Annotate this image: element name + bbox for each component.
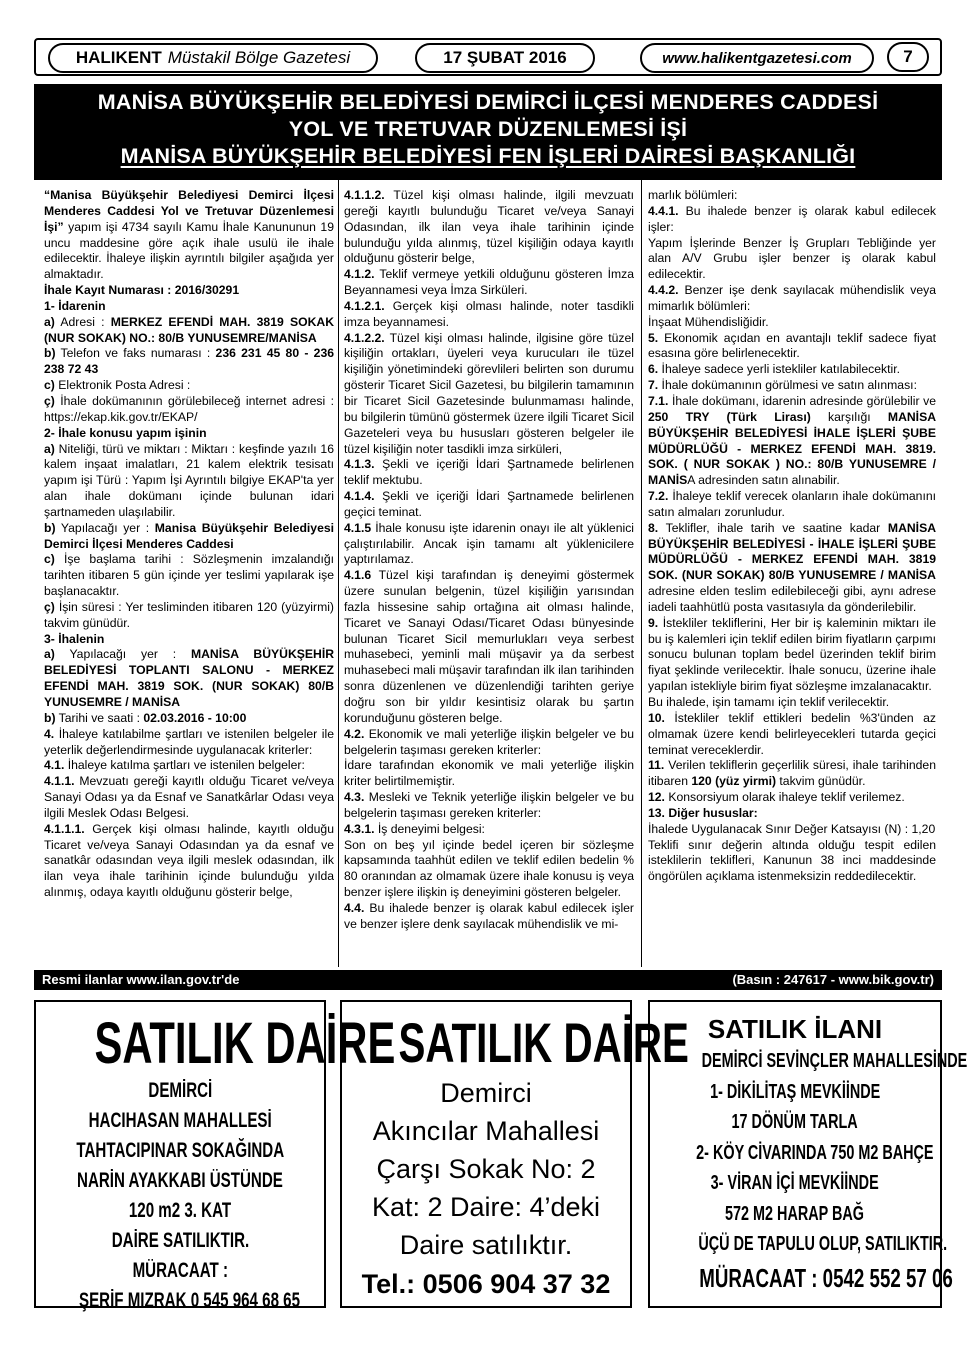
bold-text: 4.1.3. [344, 457, 375, 472]
paragraph [344, 822, 634, 838]
paragraph [344, 299, 634, 331]
ad-text: Daire satılıktır. [399, 1230, 573, 1260]
bold-text: 4.1.5 [344, 520, 372, 535]
paragraph [44, 442, 334, 521]
ad-text: ÜÇÜ DE TAPULU OLUP, SATILIKTIR. [698, 1233, 948, 1255]
bold-text: 4.4.1. [648, 203, 679, 218]
body-text: Elektronik Posta Adresi : [54, 378, 191, 393]
column-2 [344, 180, 634, 967]
bold-text: b) [44, 346, 56, 361]
paper-name: HALIKENT [75, 48, 162, 67]
footer-left-note: Resmi ilanlar www.ilan.gov.tr'de [42, 972, 240, 987]
body-text: İhale dokümanı, idarenin adresinde görülebilir ve [668, 393, 936, 408]
body-text: Tüzel kişi tarafından iş deneyimi göstermek üzere sunulan belgenin, tüzel kişiliğin yarısından fazla hissesine sahip ortağına ait olması halinde, Ticaret ve Sanayi Odası/Ticaret Odası bünyesinde bulunan Ticaret Sicil memurlukları veya serbest muhasebeci, yeminli mali müşavir ya da serbest muhasebeci mali müşavir tarafından ilk ilan tarihinden sonra düzenlenen ve düzenlendiği tarihten geriye doğru son bir yıldır kesintisiz olarak bu şartın korunduğunu gösteren belge. [344, 568, 634, 725]
bold-text: a) [44, 647, 55, 662]
ad-satilik-daire-2 [340, 1000, 689, 1308]
body-text: Benzer işe denk sayılacak mühendislik veya mimarlık bölümleri: [648, 283, 936, 313]
title-line-1: MANİSA BÜYÜKŞEHİR BELEDİYESİ DEMİRCİ İLÇESİ MENDERES CADDESİ [97, 90, 879, 114]
body-text: marlık bölümleri: [648, 188, 738, 202]
body-text: İhaleye katılma şartları ve istenilen belgeler: [64, 758, 305, 773]
ad-text: DEMİRCİ [148, 1079, 212, 1102]
paragraph [344, 838, 634, 901]
bold-text: 4.2. [344, 726, 365, 741]
ad-line [36, 1286, 324, 1316]
paragraph [648, 695, 936, 711]
ad-line [36, 1196, 324, 1226]
bold-text: 250 TRY (Türk Lirası) [648, 409, 811, 424]
body-text: Tarihi ve saati : [55, 710, 144, 725]
body-text: İhaleye teklif verecek olanların ihale dokümanını satın almaları zorunludur. [648, 489, 936, 519]
body-text: İşin süresi : Yer tesliminden itibaren 120 (yüzyirmi) takvim günüdür. [44, 599, 334, 630]
bold-text: MERKEZ EFENDİ MAH. 3819 SOKAK (NUR SOKAK) NO.: 80/B YUNUSEMRE/MANİSA [44, 314, 334, 345]
paragraph [648, 616, 936, 695]
title-line-2: YOL VE TRETUVAR DÜZENLEMESİ İŞİ [288, 117, 688, 141]
body-text: Mevzuatı gereği kayıtlı olduğu Ticaret ve/veya Sanayi Odası ya da Esnaf ve Sanatkârlar Odası veya ilgili Meslek Odası Belgesi. [44, 774, 334, 820]
body-text: Bu ihalede, işin tamamı için teklif verilecektir. [648, 695, 890, 709]
ad-line [36, 1076, 324, 1106]
paragraph [648, 188, 936, 204]
ad-text: DEMİRCİ SEVİNÇLER MAHALLESİNDE [701, 1050, 968, 1072]
ad-headline [342, 1011, 689, 1074]
ad-text: 2- KÖY CİVARINDA 750 M2 BAHÇE [696, 1141, 934, 1164]
body-text: İhalede Uygulanacak Sınır Değer Katsayısı (N) : 1,20 [648, 821, 936, 836]
ad-line [650, 1046, 968, 1077]
ad-headline [36, 1011, 396, 1076]
issue-date: 17 ŞUBAT 2016 [415, 43, 595, 73]
bold-text: 4.1.4. [344, 489, 375, 504]
paragraph [344, 758, 634, 790]
body-text: Yapılacağı yer : [55, 520, 155, 535]
paragraph [44, 632, 334, 648]
ad-text: 572 M2 HARAP BAĞ [725, 1202, 865, 1225]
ad-satilik-ilani [648, 1000, 968, 1308]
ad-text: Akıncılar Mahallesi [372, 1116, 600, 1146]
paragraph [648, 711, 936, 759]
ad-line [36, 1106, 324, 1136]
bold-text: 4.4. [344, 900, 365, 915]
bold-text: 4.1.6 [344, 568, 372, 583]
ad-line [650, 1168, 940, 1199]
paragraph [648, 331, 936, 363]
paragraph [44, 600, 334, 632]
ad-line [650, 1229, 948, 1260]
bold-text: 4.3.1. [344, 821, 375, 836]
ad-line [342, 1112, 630, 1150]
bold-text: 5. [648, 330, 659, 345]
bold-text: 8. [648, 520, 659, 535]
bold-text: MANİSA BÜYÜKŞEHİR BELEDİYESİ - İHALE İŞLERİ ŞUBE MÜDÜRLÜĞÜ - MERKEZ EFENDİ MAH. 3819 SOK. (NUR SOKAK) 80/B YUNUSEMRE / MANİSA [648, 520, 936, 583]
paragraph [44, 774, 334, 822]
body-text: Teklif vermeye yetkili olduğunu gösteren İmza Beyannamesi veya İmza Sirküleri. [344, 267, 634, 298]
bold-text: İhale Kayıt Numarası : 2016/30291 [44, 283, 240, 298]
body-text: İhale dokümanının görülmesi ve satın alınması: [658, 378, 917, 393]
website-link[interactable]: www.halikentgazetesi.com [640, 43, 874, 73]
ad-text: SATILIK DAİRE [94, 1011, 396, 1076]
paragraph [44, 299, 334, 315]
body-text: Teklifler, ihale tarih ve saatine kadar [658, 520, 888, 535]
announcement-title [34, 84, 942, 180]
bold-text: 4.1.2.2. [344, 330, 385, 345]
paragraph [648, 806, 936, 822]
ad-text: SATILIK DAİRE [398, 1011, 689, 1074]
paragraph [344, 727, 634, 759]
bold-text: 7.1. [648, 393, 669, 408]
ad-text: MÜRACAAT : 0542 552 57 06 [699, 1262, 953, 1293]
ad-text: Çarşı Sokak No: 2 [376, 1154, 596, 1184]
ad-satilik-daire-1 [34, 1000, 396, 1312]
ad-text: MÜRACAAT : [132, 1259, 228, 1282]
paper-name-pill [48, 43, 378, 73]
paragraph [344, 790, 634, 822]
paragraph [344, 457, 634, 489]
paragraph [648, 362, 936, 378]
body-text: Gerçek kişi olması halinde, noter tasdikli imza beyannamesi. [344, 298, 634, 329]
title-line-3: MANİSA BÜYÜKŞEHİR BELEDİYESİ FEN İŞLERİ DAİRESİ BAŞKANLIĞI [120, 144, 856, 168]
paragraph [648, 315, 936, 331]
body-text: Yapım İşlerinde Benzer İş Grupları Tebliğinde yer alan A/V Grubu işler benzer iş olarak kabul edilecektir. [648, 235, 936, 282]
ad-text: Kat: 2 Daire: 4’deki [371, 1192, 601, 1222]
body-text: İnşaat Mühendisliğidir. [648, 314, 769, 329]
ad-line [36, 1226, 324, 1256]
paragraph [648, 758, 936, 790]
bold-text: 13. Diğer hususlar: [648, 805, 758, 820]
paragraph [648, 283, 936, 315]
ad-line [342, 1226, 630, 1264]
column-1 [44, 180, 334, 967]
body-text: karşılığı [810, 409, 888, 424]
ad-line [36, 1256, 324, 1286]
bold-text: 4.1.1. [44, 774, 75, 789]
body-text: Telefon ve faks numarası : [55, 346, 216, 361]
bold-text: a) [44, 441, 55, 456]
ad-text: ŞERİF MIZRAK 0 545 964 68 65 [78, 1289, 301, 1312]
body-text: İhaleye sadece yerli istekliler katılabilecektir. [658, 362, 900, 377]
bold-text: 4.1.1.2. [344, 188, 385, 202]
body-text: Verilen tekliflerin geçerlilik süresi, ihale tarihinden itibaren [648, 758, 936, 789]
body-text: İdare tarafından ekonomik ve mali yeterliğe ilişkin kriter belirtilmemiştir. [344, 758, 634, 789]
body-text: İhale dokümanının görülebileceğ internet adresi : https://ekap.kik.gov.tr/EKAP/ [44, 393, 334, 424]
body-text: İş deneyimi belgesi: [374, 821, 485, 836]
bold-text: 6. [648, 362, 659, 377]
body-text: yapım işi 4734 sayılı Kamu İhale Kanununun 19 uncu maddesine göre açık ihale usulü ile ihale edilecektir. İhaleye ilişkin ayrıntılı bilgiler aşağıda yer almaktadır. [44, 219, 334, 282]
ad-text: HACIHASAN MAHALLESİ [88, 1109, 272, 1132]
paragraph [44, 394, 334, 426]
paragraph [44, 552, 334, 600]
body-text: İstekliler tekliflerini, Her bir iş kaleminin miktarı ile bu iş kalemleri için teklif edilen birim fiyatların çarpımı sonucu bulunan toplam bedel üzerinden teklif birim fiyat şeklinde verilecektir. İhale sonucu, üzerine ihale yapılan istekliyle birim fiyat sözleşme imzalanacaktır. [648, 615, 936, 694]
paragraph [344, 188, 634, 267]
column-3 [648, 180, 936, 967]
ad-text: 1- DİKİLİTAŞ MEVKİİNDE [709, 1080, 881, 1103]
bold-text: 4.1.2. [344, 267, 375, 282]
body-text: İşe başlama tarihi : Sözleşmenin imzalandığı tarihten itibaren 5 gün içinde yer teslimi yapılarak işe başlanacaktır. [44, 552, 334, 599]
bold-text: 4.4.2. [648, 283, 679, 298]
column-divider [641, 180, 642, 967]
bold-text: 4.1.2.1. [344, 298, 385, 313]
ad-line [342, 1188, 630, 1226]
bold-text: 2- İhale konusu yapım işinin [44, 425, 207, 440]
body-text: Ekonomik ve mali yeterliğe ilişkin belgeler ve bu belgelerin taşıması gereken kriterler: [344, 726, 634, 757]
ad-text: 3- VİRAN İÇİ MEVKİİNDE [710, 1172, 880, 1194]
paragraph [648, 204, 936, 236]
paragraph [344, 489, 634, 521]
ad-text: Tel.: 0506 904 37 32 [361, 1269, 611, 1299]
bold-text: ç) [44, 599, 55, 614]
ad-text: 120 m2 3. KAT [128, 1199, 232, 1222]
ad-text: SATILIK İLANI [707, 1014, 883, 1044]
paragraph [44, 758, 334, 774]
paragraph [44, 188, 334, 283]
bold-text: Manisa Büyükşehir Belediyesi Demirci İlçesi Menderes Caddesi [44, 520, 334, 551]
bold-text: 4.3. [344, 790, 365, 805]
body-text: Son on beş yıl içinde bedel içeren bir sözleşme kapsamında taahhüt edilen ve teklif edilen bedelin % 80 oranından az olmamak üzere ihale konusu iş veya benzer işlere ilişkin iş deneyimini gösteren belgeler. [344, 837, 634, 900]
page-number: 7 [887, 42, 929, 72]
paragraph [648, 394, 936, 489]
body-text: Tüzel kişi olması halinde, ilgili mevzuatı gereği kayıtlı bulunduğu Ticaret ve/veya Sanayi Odasından, ilk ilan veya ihale tarihinin içinde bulunduğu yılda alınmış, tüzel kişiliğin odaya kayıtlı olduğunu gösterir belge, [344, 188, 634, 266]
body-text: Bu ihalede benzer iş olarak kabul edilecek işler: [648, 203, 936, 234]
ad-line [650, 1107, 940, 1138]
body-text: Ekonomik açıdan en avantajlı teklif sadece fiyat esasına göre belirlenecektir. [648, 330, 936, 361]
ad-text: NARİN AYAKKABI ÜSTÜNDE [77, 1169, 283, 1192]
ad-line [650, 1260, 953, 1296]
bold-text: c) [44, 552, 55, 567]
ad-line [342, 1074, 630, 1112]
bold-text: “Manisa Büyükşehir Belediyesi Demirci İlçesi Menderes Caddesi Yol ve Tretuvar Düzenlemesi İşi” [44, 188, 334, 234]
bold-text: MANİSA BÜYÜKŞEHİR BELEDİYESİ TOPLANTI SALONU - MERKEZ EFENDİ MAH. 3819 SOK. (NUR SOKAK) 80/B YUNUSEMRE / MANİSA [44, 647, 334, 709]
ad-line [342, 1150, 630, 1188]
bold-text: 4.1.1.1. [44, 821, 85, 836]
paragraph [44, 426, 334, 442]
paragraph [344, 901, 634, 933]
bold-text: ç) [44, 393, 55, 408]
paragraph [44, 647, 334, 710]
paper-subtitle: Müstakil Bölge Gazetesi [167, 48, 351, 67]
paragraph [44, 711, 334, 727]
body-text: Bu ihalede benzer iş olarak kabul edilecek işler ve benzer işlere denk sayılacak mühendislik ve mi- [344, 900, 634, 931]
body-text: Konsorsiyum olarak ihaleye teklif verilemez. [664, 790, 905, 805]
bold-text: b) [44, 520, 56, 535]
paragraph [44, 521, 334, 553]
bold-text: 3- İhalenin [44, 631, 105, 646]
bold-text: 4. [44, 726, 55, 741]
bold-text: 12. [648, 790, 665, 805]
paragraph [648, 838, 936, 886]
paragraph [648, 236, 936, 284]
footer-bar [34, 970, 942, 990]
bold-text: 11. [648, 758, 665, 773]
bold-text: a) [44, 314, 55, 329]
body-text: Teklifi sınır değerin altında olduğu tespit edilen isteklilerin teklifleri, Kanunun 38 inci maddesinde öngörülen açıklama istenmeksizin reddedilecektir. [648, 837, 936, 884]
paragraph [44, 346, 334, 378]
ad-headline [650, 1012, 940, 1046]
body-text: İstekliler teklif ettikleri bedelin %3'ünden az olmamak üzere kendi belirleyecekleri tutarda geçici teminat vereceklerdir. [648, 710, 936, 757]
ad-line [36, 1166, 324, 1196]
ad-text: TAHTACIPINAR SOKAĞINDA [76, 1139, 285, 1162]
paragraph [648, 378, 936, 394]
ad-line [36, 1136, 324, 1166]
paragraph [344, 331, 634, 458]
bold-text: 9. [648, 615, 659, 630]
paragraph [44, 727, 334, 759]
bold-text: 4.1. [44, 758, 65, 773]
bold-text: 1- İdarenin [44, 298, 106, 313]
paragraph [44, 283, 334, 299]
ad-line [342, 1264, 630, 1304]
bold-text: b) [44, 710, 56, 725]
body-text: Yapılacağı yer : [54, 647, 191, 662]
body-text: İhaleye katılabilme şartları ve istenilen belgeler ile yeterlik değerlendirmesinde uygulanacak kriterler: [44, 726, 334, 757]
paragraph [344, 267, 634, 299]
bold-text: 236 231 45 80 - 236 238 72 43 [44, 346, 334, 377]
bold-text: MANİSA BÜYÜKŞEHİR BELEDİYESİ İHALE İŞLERİ ŞUBE MÜDÜRLÜĞÜ - MERKEZ EFENDİ MAH. 3819. SOK. ( NUR SOKAK ) NO.: 80/B YUNUSEMRE / MANİS [648, 409, 936, 488]
ad-text: Demirci [440, 1078, 532, 1108]
bold-text: 7.2. [648, 489, 669, 504]
paragraph [648, 489, 936, 521]
bold-text: c) [44, 378, 55, 393]
body-text: A adresinden satın alınabilir. [687, 473, 840, 488]
body-text: Şekli ve içeriği İdari Şartnamede belirlenen geçici teminat. [344, 489, 634, 519]
body-text: Mesleki ve Teknik yeterliğe ilişkin belgeler ve bu belgelerin taşıması gereken kriterler: [344, 790, 634, 820]
ad-line [650, 1199, 940, 1230]
body-text: takvim günüdür. [776, 774, 866, 789]
announcement-body [34, 180, 942, 967]
paragraph [648, 790, 936, 806]
body-text: Şekli ve içeriği İdari Şartnamede belirlenen teklif mektubu. [344, 457, 634, 488]
body-text: İhale konusu işte idarenin onayı ile alt yüklenici çalıştırılabilir. Ancak işin tamamı alt yüklenicilere yaptırılamaz. [344, 520, 634, 567]
paragraph [648, 822, 936, 838]
bold-text: 10. [648, 710, 665, 725]
paragraph [344, 568, 634, 726]
paragraph [648, 521, 936, 616]
ad-text: DAİRE SATILIKTIR. [111, 1229, 249, 1252]
body-text: adresine elden teslim edilebileceği gibi, aynı adrese iadeli taahhütlü posta vasıtasıyla da gönderilebilir. [648, 584, 936, 614]
body-text: Niteliği, türü ve miktarı : Miktarı : keşfinde yazılı 16 kalem inşaat imalatları, 21 kalem elektrik tesisatı yapım işi Türü : Yapım İşi Ayrıntılı bilgiye EKAP'ta yer alan ihale dokümanı içinde bulunan idari şartnameden ulaşılabilir. [44, 441, 334, 519]
paragraph [44, 822, 334, 901]
bold-text: 7. [648, 378, 659, 393]
column-divider [338, 180, 339, 967]
ad-line [650, 1077, 940, 1108]
paragraph [44, 378, 334, 394]
body-text: Adresi : [54, 314, 111, 329]
bold-text: 02.03.2016 - 10:00 [143, 710, 247, 725]
bold-text: 120 (yüz yirmi) [691, 774, 777, 789]
ad-line [650, 1138, 940, 1169]
body-text: Gerçek kişi olması halinde, kayıtlı olduğu Ticaret ve/veya Sanayi Odasından ya da esnaf ve sanatkâr odasından veya ilgili meslek odasından, ilk ilan veya ihale tarihinin içinde bulunduğu yılda alınmış, odaya kayıtlı olduğunu gösterir belge, [44, 821, 334, 900]
footer-right-note: (Basın : 247617 - www.bik.gov.tr) [732, 972, 934, 987]
body-text: Tüzel kişi olması halinde, ilgisine göre tüzel kişiliğin ortakları, üyeleri veya kurucuları ile tüzel kişiliğin yönetimindeki görevlileri belirten son durumu gösterir Ticaret Sicil Gazetesi, bu bilgilerin tamamının bir Ticaret Sicil Gazetesinde bulunmaması halinde, bu bilgilerin tümünü göstermek üzere ilgili Ticaret Sicil Gazeteleri veya bu hususları gösteren belgeler ile tüzel kişiliğin noter tasdikli imza sirküleri, [344, 330, 634, 456]
paragraph [344, 521, 634, 569]
ad-text: 17 DÖNÜM TARLA [731, 1111, 859, 1133]
paragraph [44, 315, 334, 347]
